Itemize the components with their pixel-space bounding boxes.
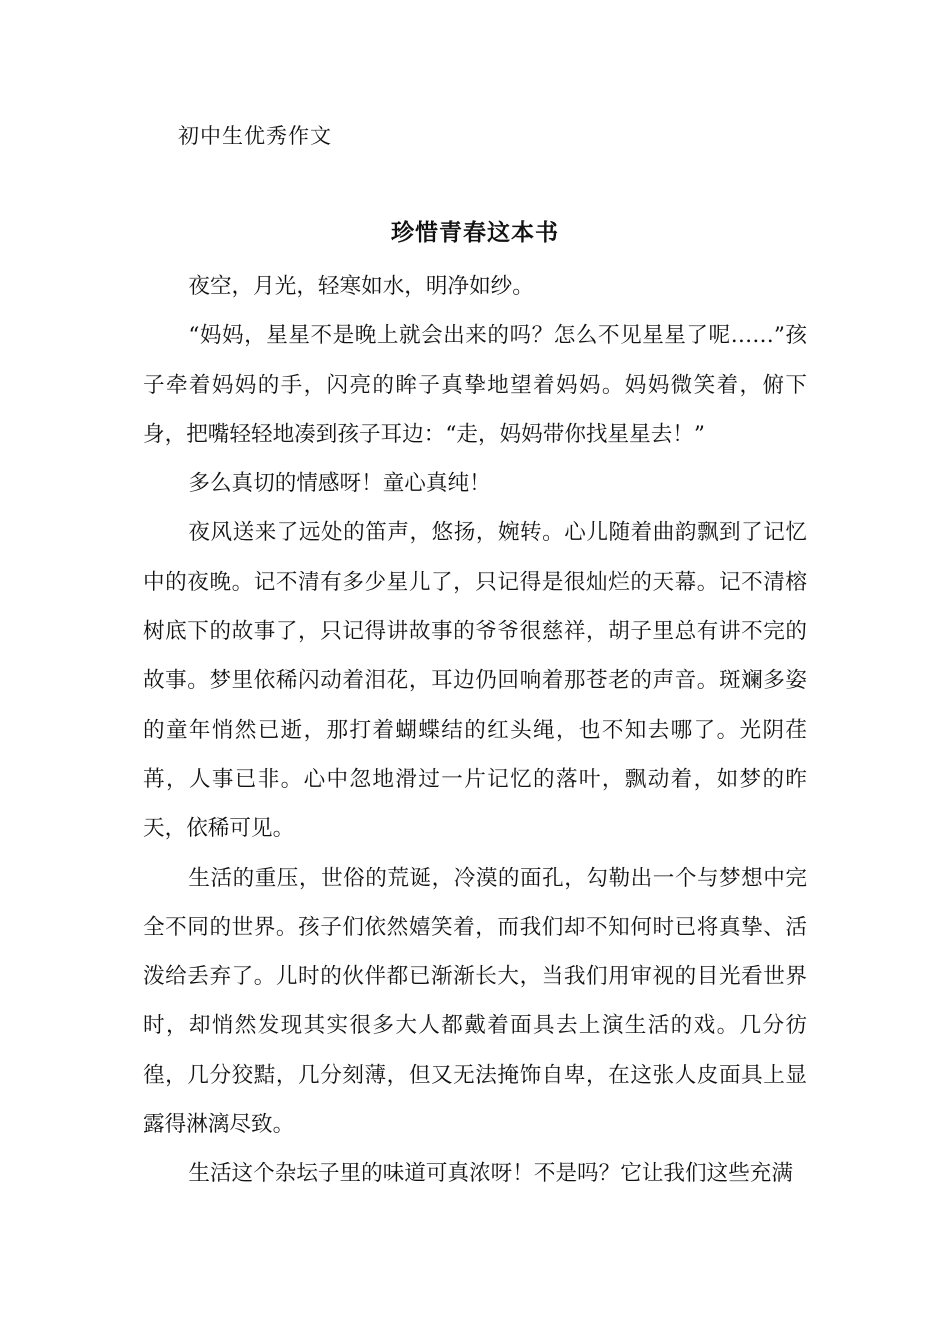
paragraph: 夜空，月光，轻寒如水，明净如纱。 (188, 274, 534, 299)
paragraph: 多么真切的情感呀！童心真纯！ (188, 471, 491, 497)
essay-title: 珍惜青春这本书 (391, 220, 559, 246)
paragraph: 生活的重压，世俗的荒诞，冷漠的面孔，勾勒出一个与梦想中完全不同的世界。孩子们依然嬉笑着，而我们却不知何时已将真挚、活泼给丢弃了。儿时的伙伴都已渐渐长大，当我们用审视的目光看世界时，却悄然发现其实很多大人都戴着面具去上演生活的戏。几分彷徨，几分狡黠，几分刻薄，但又无法掩饰自卑，在这张人皮面具上显露得淋漓尽致。 (143, 865, 807, 1138)
essay-body (143, 262, 807, 1199)
paragraph: 生活这个杂坛子里的味道可真浓呀！不是吗？它让我们这些充满 (188, 1161, 793, 1187)
paragraph: “妈妈，星星不是晚上就会出来的吗？怎么不见星星了呢……”孩子牵着妈妈的手，闪亮的眸子真挚地望着妈妈。妈妈微笑着，俯下身，把嘴轻轻地凑到孩子耳边：“走，妈妈带你找星星去！” (143, 323, 807, 447)
paragraph: 夜风送来了远处的笛声，悠扬，婉转。心儿随着曲韵飘到了记忆中的夜晚。记不清有多少星儿了，只记得是很灿烂的天幕。记不清榕树底下的故事了，只记得讲故事的爷爷很慈祥，胡子里总有讲不完的故事。梦里依稀闪动着泪花，耳边仍回响着那苍老的声音。斑斓多姿的童年悄然已逝，那打着蝴蝶结的红头绳，也不知去哪了。光阴荏苒，人事已非。心中忽地滑过一片记忆的落叶，飘动着，如梦的昨天，依稀可见。 (143, 520, 807, 842)
document-header: 初中生优秀作文 (178, 124, 332, 148)
